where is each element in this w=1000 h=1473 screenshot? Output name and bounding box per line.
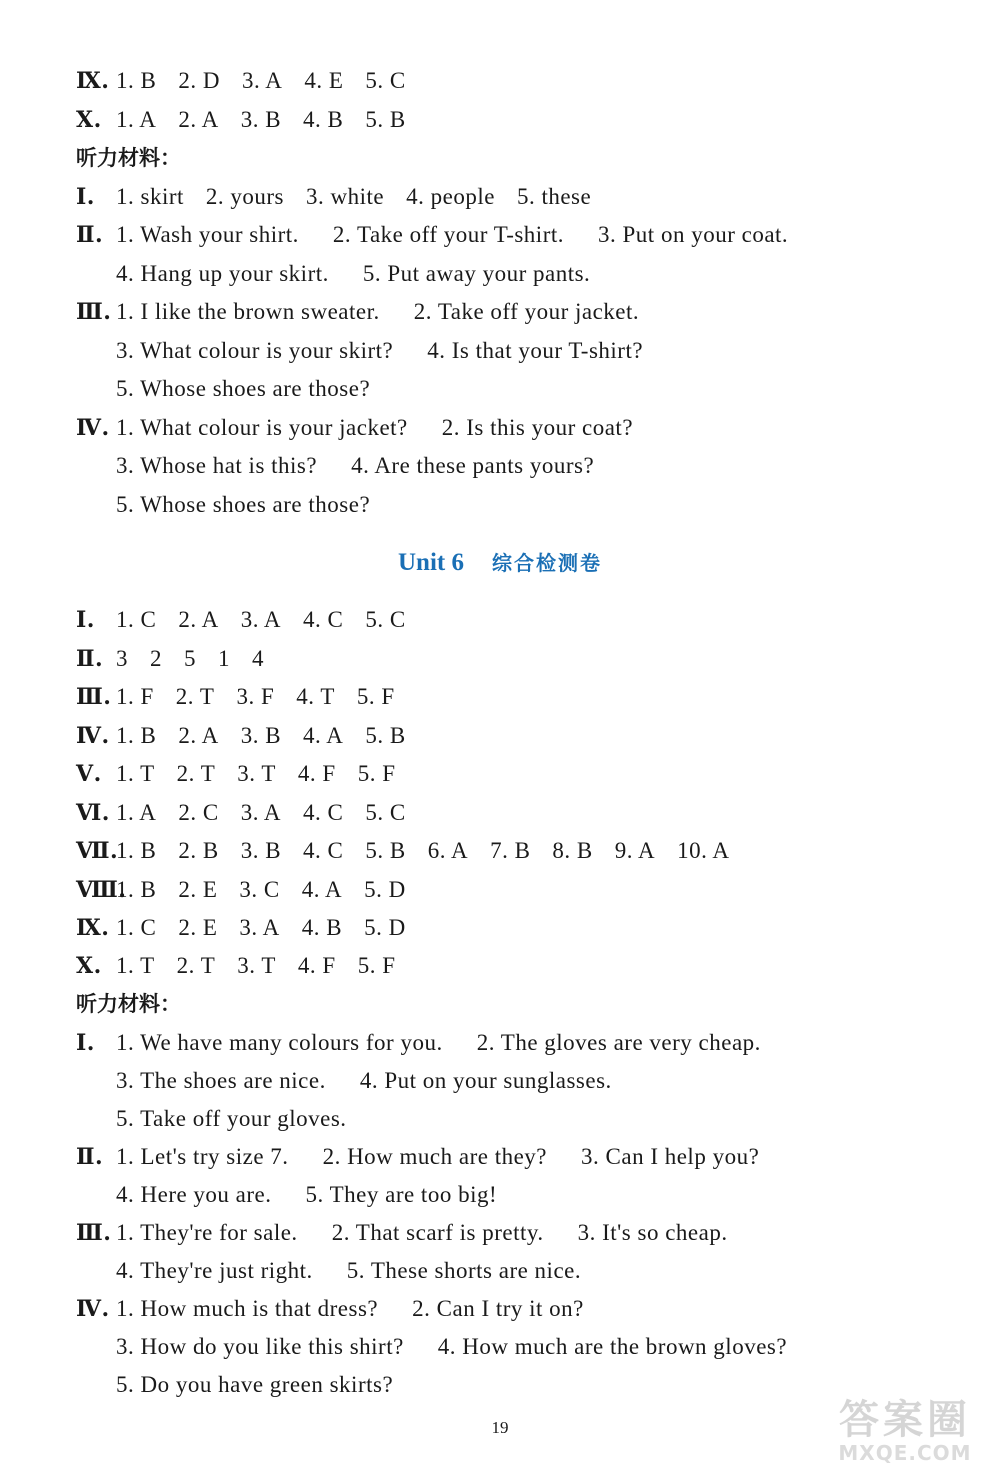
listening-item: 3. Whose hat is this?: [116, 453, 318, 478]
listening-row: [76, 1366, 415, 1404]
answer-item: 3. C: [239, 877, 280, 902]
listening-item: 5. Take off your gloves.: [116, 1106, 347, 1131]
answer-item: 2. T: [175, 684, 215, 709]
answer-item: 2. E: [178, 877, 218, 902]
listening-item: 1. We have many colours for you.: [116, 1030, 443, 1055]
listening-item: 5. Whose shoes are those?: [116, 492, 371, 517]
listening-row: [76, 1214, 750, 1252]
answer-item: 1. B: [116, 723, 157, 748]
answer-row: [76, 832, 751, 870]
answer-item: 2. D: [178, 68, 220, 93]
listening-item: 4. Here you are.: [116, 1182, 272, 1207]
listening-item: 4. Is that your T-shirt?: [427, 338, 644, 363]
answer-item: 1: [218, 646, 230, 671]
listening-item: 3. The shoes are nice.: [116, 1068, 326, 1093]
answer-item: 3. T: [237, 953, 276, 978]
listening-item: 2. Is this your coat?: [441, 415, 634, 440]
listening-item: 1. What colour is your jacket?: [116, 415, 408, 440]
unit-title: [0, 543, 1000, 583]
answer-item: 3. B: [240, 838, 282, 863]
section-numeral: Ⅲ.: [76, 684, 112, 710]
listening-item: 5. these: [516, 184, 592, 209]
listening-row: [76, 447, 616, 485]
answer-item: 2. T: [176, 953, 216, 978]
listening-item: 3. How do you like this shirt?: [116, 1334, 404, 1359]
listening-item: 2. yours: [205, 184, 285, 209]
answer-item: 1. T: [116, 953, 155, 978]
watermark-text: 答案圈: [839, 1397, 971, 1443]
answer-row: [76, 909, 428, 947]
section-numeral: Ⅹ.: [76, 107, 102, 133]
answer-item: 3: [116, 646, 128, 671]
listening-item: 5. They are too big!: [305, 1182, 498, 1207]
listening-row: [76, 486, 392, 524]
section-numeral: Ⅰ.: [76, 1030, 95, 1056]
answer-item: 5. C: [365, 800, 406, 825]
section-numeral: Ⅳ.: [76, 1296, 110, 1322]
answer-item: 2: [150, 646, 162, 671]
listening-item: 5. Put away your pants.: [362, 261, 591, 286]
listening-item: 2. Can I try it on?: [412, 1296, 584, 1321]
listening-row: [76, 1290, 606, 1328]
answer-item: 2. C: [178, 800, 219, 825]
listening-item: 4. How much are the brown gloves?: [437, 1334, 788, 1359]
answer-item: 3. A: [240, 607, 282, 632]
listening-item: 4. Hang up your skirt.: [116, 261, 329, 286]
listening-item: 4. They're just right.: [116, 1258, 313, 1283]
listening-item: 4. people: [406, 184, 495, 209]
listening-item: 1. Wash your shirt.: [116, 222, 299, 247]
answer-item: 5. C: [365, 68, 406, 93]
answer-item: 2. A: [178, 607, 219, 632]
section-numeral: Ⅱ.: [76, 222, 104, 248]
answer-item: 5. C: [365, 607, 406, 632]
listening-item: 2. Take off your jacket.: [413, 299, 640, 324]
answer-item: 4. C: [303, 800, 344, 825]
answer-item: 1. F: [116, 684, 154, 709]
answer-item: 3. F: [236, 684, 275, 709]
answer-item: 4. C: [303, 838, 344, 863]
answer-row: [76, 62, 428, 100]
section-numeral: Ⅳ.: [76, 415, 110, 441]
listening-row: [76, 255, 612, 293]
answer-item: 4: [252, 646, 264, 671]
answer-row: [76, 871, 428, 909]
answer-row: [76, 601, 428, 639]
answer-item: 1. B: [116, 838, 157, 863]
listening-row: [76, 1252, 603, 1290]
answer-item: 1. T: [116, 761, 155, 786]
answer-item: 2. A: [178, 107, 219, 132]
listening-item: 5. Whose shoes are those?: [116, 376, 371, 401]
listening-item: 5. Do you have green skirts?: [116, 1372, 394, 1397]
listening-row: [76, 1176, 519, 1214]
section-numeral: Ⅹ.: [76, 953, 102, 979]
listening-row: [76, 1062, 634, 1100]
section-numeral: Ⅰ.: [76, 607, 95, 633]
answer-item: 5. F: [357, 953, 396, 978]
unit-label: Unit 6: [398, 549, 464, 576]
answer-item: 4. F: [297, 953, 336, 978]
answer-item: 8. B: [552, 838, 593, 863]
answer-item: 3. A: [241, 68, 283, 93]
answer-item: 4. C: [303, 607, 344, 632]
listening-item: 1. skirt: [116, 184, 184, 209]
listening-item: 3. white: [306, 184, 385, 209]
watermark-url: MXQE.COM: [838, 1441, 972, 1465]
section-numeral: Ⅲ.: [76, 299, 112, 325]
listening-item: 3. What colour is your skirt?: [116, 338, 394, 363]
listening-row: [76, 178, 613, 216]
answer-item: 1. B: [116, 68, 157, 93]
answer-row: [76, 101, 428, 139]
listening-item: 3. It's so cheap.: [577, 1220, 728, 1245]
listening-row: [76, 1138, 781, 1176]
section-numeral: Ⅷ.: [76, 877, 127, 903]
answer-row: [76, 678, 417, 716]
listening-item: 2. How much are they?: [322, 1144, 548, 1169]
answer-item: 5. B: [365, 838, 406, 863]
watermark-logo: [820, 1397, 990, 1467]
answer-item: 4. F: [297, 761, 336, 786]
listening-item: 4. Are these pants yours?: [351, 453, 595, 478]
answer-item: 6. A: [427, 838, 469, 863]
listening-row: [76, 1328, 809, 1366]
answer-item: 4. A: [303, 723, 344, 748]
answer-item: 3. B: [240, 107, 282, 132]
listening-item: 2. Take off your T-shirt.: [332, 222, 565, 247]
answer-item: 5: [184, 646, 196, 671]
answer-row: [76, 947, 418, 985]
answer-item: 1. C: [116, 915, 157, 940]
unit-subtitle: 综合检测卷: [491, 551, 602, 575]
listening-heading: 听力材料：: [76, 146, 181, 170]
section-numeral: Ⅴ.: [76, 761, 102, 787]
section-numeral: Ⅸ.: [76, 68, 110, 94]
answer-row: [76, 717, 428, 755]
answer-item: 3. T: [237, 761, 276, 786]
listening-heading: 听力材料：: [76, 992, 181, 1016]
section-numeral: Ⅶ.: [76, 838, 119, 864]
answer-item: 1. C: [116, 607, 157, 632]
section-numeral: Ⅲ.: [76, 1220, 112, 1246]
answer-row: [76, 640, 286, 678]
answer-item: 3. A: [239, 915, 280, 940]
listening-row: [76, 332, 665, 370]
listening-item: 1. I like the brown sweater.: [116, 299, 380, 324]
listening-row: [76, 409, 655, 447]
answer-item: 2. A: [178, 723, 219, 748]
section-numeral: Ⅸ.: [76, 915, 110, 941]
section-numeral: Ⅳ.: [76, 723, 110, 749]
answer-item: 5. B: [365, 107, 406, 132]
section-numeral: Ⅰ.: [76, 184, 95, 210]
answer-item: 5. D: [364, 877, 406, 902]
section-numeral: Ⅱ.: [76, 646, 104, 672]
answer-item: 1. A: [116, 800, 157, 825]
answer-item: 7. B: [490, 838, 531, 863]
answer-item: 4. T: [296, 684, 335, 709]
listening-row: [76, 1100, 369, 1138]
answer-row: [76, 794, 428, 832]
page-number: 19: [491, 1418, 509, 1437]
listening-item: 3. Put on your coat.: [598, 222, 789, 247]
answer-item: 3. B: [240, 723, 282, 748]
answer-row: [76, 755, 418, 793]
answer-item: 10. A: [677, 838, 730, 863]
listening-item: 4. Put on your sunglasses.: [359, 1068, 612, 1093]
section-numeral: Ⅵ.: [76, 800, 110, 826]
answer-item: 3. A: [240, 800, 282, 825]
answer-item: 4. E: [304, 68, 344, 93]
answer-item: 2. E: [178, 915, 218, 940]
listening-item: 1. How much is that dress?: [116, 1296, 379, 1321]
answer-item: 1. A: [116, 107, 157, 132]
section-numeral: Ⅱ.: [76, 1144, 104, 1170]
answer-item: 2. T: [176, 761, 216, 786]
answer-item: 5. B: [365, 723, 406, 748]
listening-row: [76, 370, 392, 408]
answer-item: 9. A: [614, 838, 656, 863]
listening-item: 2. The gloves are very cheap.: [476, 1030, 761, 1055]
listening-item: 2. That scarf is pretty.: [331, 1220, 544, 1245]
listening-item: 1. They're for sale.: [116, 1220, 298, 1245]
answer-item: 5. D: [364, 915, 406, 940]
listening-item: 3. Can I help you?: [581, 1144, 760, 1169]
answer-item: 4. B: [303, 107, 344, 132]
answer-item: 4. A: [301, 877, 343, 902]
listening-item: 1. Let's try size 7.: [116, 1144, 289, 1169]
listening-row: [76, 216, 810, 254]
listening-row: [76, 293, 661, 331]
listening-row: [76, 1024, 783, 1062]
listening-item: 5. These shorts are nice.: [346, 1258, 582, 1283]
answer-item: 2. B: [178, 838, 219, 863]
answer-item: 4. B: [301, 915, 343, 940]
answer-item: 5. F: [357, 761, 396, 786]
answer-item: 1. B: [116, 877, 157, 902]
answer-item: 5. F: [356, 684, 395, 709]
